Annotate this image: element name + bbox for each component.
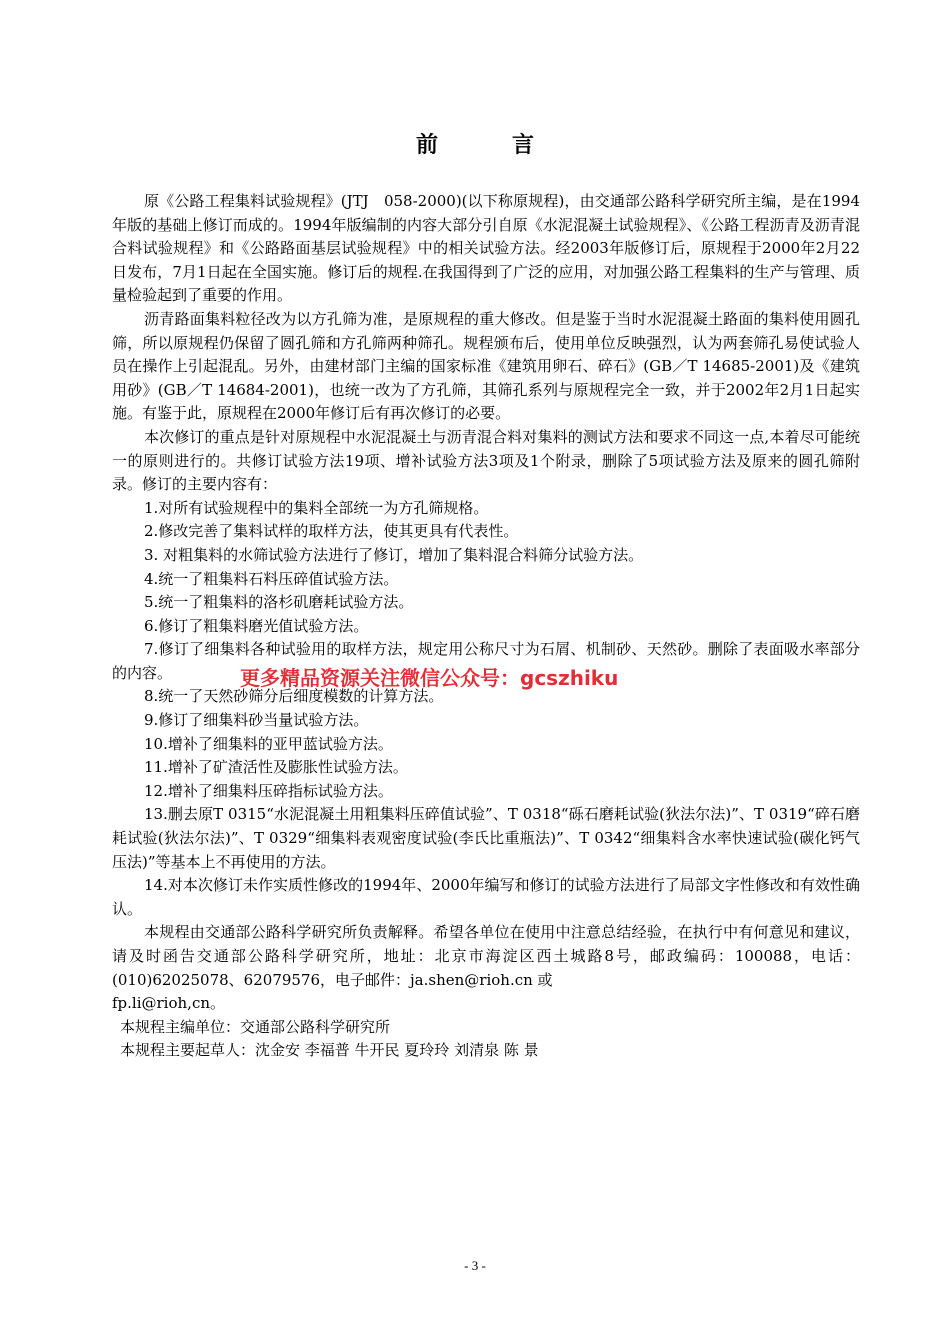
- list-item: 6.修订了粗集料磨光值试验方法。: [144, 616, 369, 635]
- document-body: [112, 190, 860, 1063]
- watermark-text: 更多精品资源关注微信公众号：gcszhiku: [240, 666, 619, 690]
- list-item: 14.对本次修订未作实质性修改的1994年、2000年编写和修订的试验方法进行了局部文字性修改和有效性确认。: [112, 876, 860, 918]
- list-item: 8.统一了天然砂筛分后细度模数的计算方法。: [144, 687, 444, 706]
- contact-paragraph: 本规程由交通部公路科学研究所负责解释。希望各单位在使用中注意总结经验，在执行中有何意见和建议，请及时函告交通部公路科学研究所，地址：北京市海淀区西土城路8号，邮政编码：100088，电话：(010)62025078、62079576，电子邮件：ja.shen@rioh.cn 或: [112, 923, 860, 989]
- list-item: 1.对所有试验规程中的集料全部统一为方孔筛规格。: [144, 498, 489, 517]
- list-item: 12.增补了细集料压碎指标试验方法。: [144, 781, 393, 800]
- paragraph: 本次修订的重点是针对原规程中水泥混凝土与沥青混合料对集料的测试方法和要求不同这一点,本着尽可能统一的原则进行的。共修订试验方法19项、增补试验方法3项及1个附录，删除了5项试验方法及原来的圆孔筛附录。修订的主要内容有：: [112, 427, 860, 494]
- list-item: 11.增补了矿渣活性及膨胀性试验方法。: [144, 758, 408, 777]
- paragraph: 原《公路工程集料试验规程》(JTJ 058-2000)(以下称原规程)，由交通部公路科学研究所主编，是在1994年版的基础上修订而成的。1994年版编制的内容大部分引自原《水泥混凝土试验规程》、《公路工程沥青及沥青混合料试验规程》和《公路路面基层试验规程》中的相关试验方法。经2003年版修订后，原规程于2000年2月22日发布，7月1日起在全国实施。修订后的规程.在我国得到了广泛的应用，对加强公路工程集料的生产与管理、质量检验起到了重要的作用。: [112, 192, 860, 305]
- page-number: - 3 -: [464, 1258, 486, 1273]
- drafters: 本规程主要起草人：沈金安 李福普 牛开民 夏玲玲 刘清泉 陈 景: [120, 1041, 539, 1060]
- list-item: 2.修改完善了集料试样的取样方法，使其更具有代表性。: [144, 522, 519, 541]
- editor-unit: 本规程主编单位：交通部公路科学研究所: [120, 1017, 391, 1036]
- list-item: 5.统一了粗集料的洛杉矶磨耗试验方法。: [144, 593, 414, 612]
- paragraph: 沥青路面集料粒径改为以方孔筛为准，是原规程的重大修改。但是鉴于当时水泥混凝土路面的集料使用圆孔筛，所以原规程仍保留了圆孔筛和方孔筛两种筛孔。规程颁布后，使用单位反映强烈，认为两套筛孔易使试验人员在操作上引起混乱。另外，由建材部门主编的国家标准《建筑用卵石、碎石》(GB／T 14685-2001)及《建筑用砂》(GB／T 14684-2001)，也统一改为了方孔筛，其筛孔系列与原规程完全一致，并于2002年2月1日起实施。有鉴于此，原规程在2000年修订后有再次修订的必要。: [112, 309, 860, 423]
- list-item: 9.修订了细集料砂当量试验方法。: [144, 711, 369, 730]
- list-item: 10.增补了细集料的亚甲蓝试验方法。: [144, 734, 393, 753]
- list-item: 7.修订了细集料各种试验用的取样方法，规定用公称尺寸为石屑、机制砂、天然砂。删除了表面吸水率部分的内容。: [112, 640, 860, 682]
- email-continuation: fp.li@rioh,cn。: [112, 994, 226, 1013]
- list-item: 4.统一了粗集料石料压碎值试验方法。: [144, 569, 399, 588]
- page-title: 前 言: [415, 133, 560, 158]
- list-item: 13.删去原T 0315“水泥混凝土用粗集料压碎值试验”、T 0318“砾石磨耗试验(狄法尔法)”、T 0319“碎石磨耗试验(狄法尔法)”、T 0329“细集料表观密度试验(李氏比重瓶法)”、T 0342“细集料含水率快速试验(碳化钙气压法)”等基本上不再使用的方法。: [112, 805, 860, 871]
- list-item: 3. 对粗集料的水筛试验方法进行了修订，增加了集料混合料筛分试验方法。: [144, 545, 644, 564]
